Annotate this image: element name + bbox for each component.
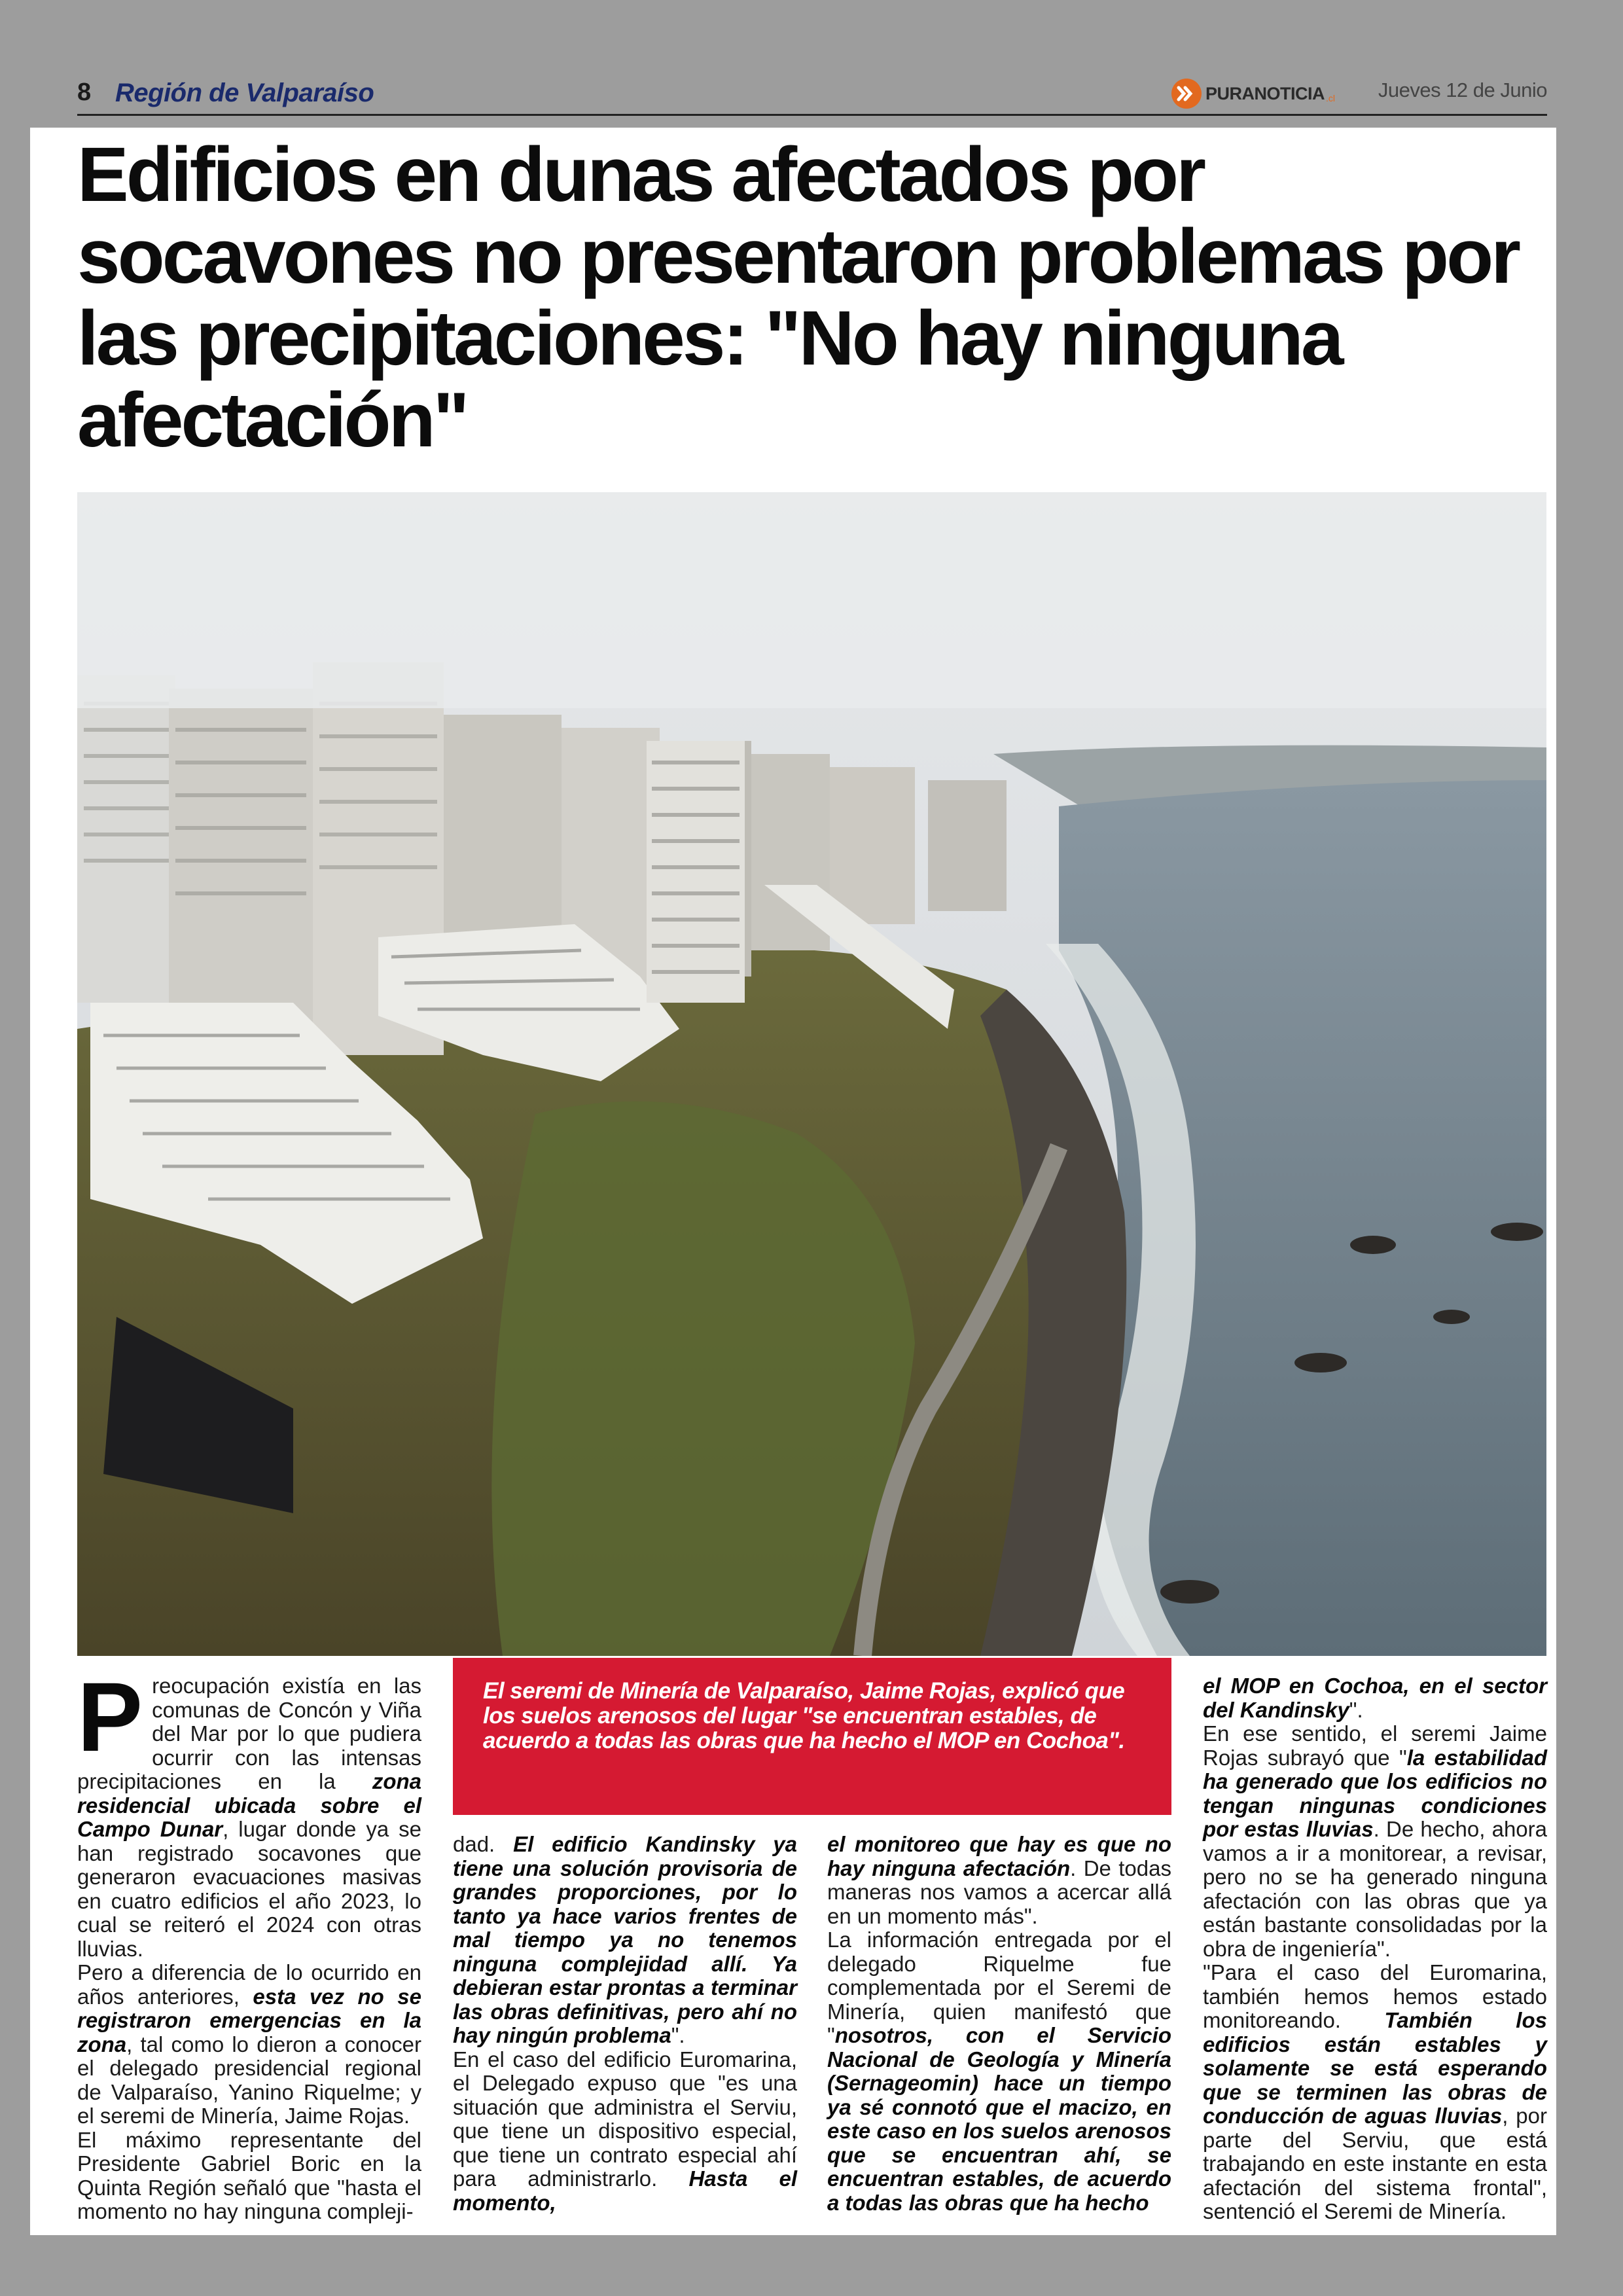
text-run: , por parte del Serviu, que está trabajando en este instante en esta afectación del sistema frontal", sentenció el Seremi de Minería. (1203, 2104, 1547, 2223)
paragraph (1203, 1722, 1547, 1961)
article-column-2 (453, 1833, 797, 2215)
text-run: En el caso del edificio Euromarina, el Delegado expuso que "es una situación que administra el Serviu, que tiene un dispositivo especial, que tiene un contrato especial ahí para administrarlo. (453, 2047, 797, 2191)
section-title: Región de Valparaíso (115, 79, 374, 107)
article-photo (77, 492, 1546, 1656)
text-run-bold: Hasta el momento, (453, 2166, 797, 2215)
article-headline: Edificios en dunas afectados por socavones no presentaron problemas por las precipitaciones: "No hay ninguna afectación" (77, 132, 1519, 463)
paragraph (827, 1928, 1171, 2215)
article-column-1 (77, 1662, 421, 2224)
text-run: . De todas maneras nos vamos a acercar allá en un momento más". (827, 1856, 1171, 1928)
text-run: "Para el caso del Euromarina, también hemos hemos estado monitoreando. (1203, 1960, 1547, 2032)
text-run: ". (1349, 1697, 1363, 1722)
text-run: reocupación existía en las comunas de Concón y Viña del Mar por lo que pudiera ocurrir con las intensas precipitaciones en la (77, 1674, 421, 1793)
text-run-bold: zona residencial ubicada sobre el Campo Dunar (77, 1769, 421, 1841)
text-run-bold: nosotros, con el Servicio Nacional de Geología y Minería (Sernageomin) hace un tiempo ya sé connotó que el macizo, en este caso en los suelos arenosos que se encuentran ahí, se encuentran estables, de acuerdo a todas las obras que ha hecho (827, 2023, 1171, 2215)
text-run: La información entregada por el delegado Riquelme fue complementada por el Seremi de Minería, quien manifestó que " (827, 1928, 1171, 2047)
text-run-bold: la estabilidad ha generado que los edificios no tengan ningunas condiciones por estas lluvias (1203, 1745, 1547, 1841)
text-run-bold: También los edificios están estables y solamente se está esperando que se terminen las obras de conducción de aguas lluvias (1203, 2008, 1547, 2128)
article-column-4 (1203, 1674, 1547, 2224)
text-run: dad. (453, 1832, 514, 1856)
paragraph (453, 2048, 797, 2215)
text-run-bold: el monitoreo que hay es que no hay ninguna afectación (827, 1832, 1171, 1880)
paragraph (77, 1662, 421, 1961)
text-run-bold: esta vez no se registraron emergencias en la zona (77, 1984, 421, 2056)
paragraph (77, 1961, 421, 2128)
logo-suffix: .cl (1326, 93, 1335, 103)
page-number: 8 (77, 79, 92, 106)
text-run: Pero a diferencia de lo ocurrido en años anteriores, (77, 1960, 421, 2009)
text-run: En ese sentido, el seremi Jaime Rojas subrayó que " (1203, 1721, 1547, 1770)
paragraph: El máximo representante del Presidente Gabriel Boric en la Quinta Región señaló que "hasta el momento no hay ninguna compleji- (77, 2127, 421, 2223)
text-run: , lugar donde ya se han registrado socavones que generaron evacuaciones masivas en cuatro edificios el año 2023, lo cual se reiteró el 2024 con otras lluvias. (77, 1817, 421, 1961)
paragraph (453, 1833, 797, 2048)
paragraph (1203, 1674, 1547, 1722)
chevron-logo-icon (1171, 79, 1202, 109)
pull-quote: El seremi de Minería de Valparaíso, Jaime Rojas, explicó que los suelos arenosos del lugar "se encuentran estables, de acuerdo a todas las obras que ha hecho el MOP en Cochoa". (453, 1658, 1171, 1815)
text-run: ". (671, 2023, 685, 2047)
paragraph (827, 1833, 1171, 1928)
puranoticia-logo (1171, 76, 1335, 111)
text-run-bold: El edificio Kandinsky ya tiene una solución provisoria de grandes proporciones, por lo tanto ya hace varios frentes de mal tiempo ya no tenemos ninguna complejidad allí. Ya debieran estar prontas a terminar las obras definitivas, pero ahí no hay ningún problema (453, 1832, 797, 2047)
drop-cap: P (77, 1662, 143, 1772)
paragraph (1203, 1961, 1547, 2224)
text-run-bold: el MOP en Cochoa, en el sector del Kandinsky (1203, 1674, 1547, 1722)
page-header (77, 73, 1547, 117)
text-run: . De hecho, ahora vamos a ir a monitorear, a revisar, pero no se ha generado ninguna afectación con las obras que ya están bastante consolidadas por la obra de ingeniería". (1203, 1817, 1547, 1961)
header-divider (77, 114, 1547, 116)
issue-date: Jueves 12 de Junio (1378, 79, 1547, 101)
text-run: , tal como lo dieron a conocer el delegado presidencial regional de Valparaíso, Yanino Riquelme; y el seremi de Minería, Jaime Rojas. (77, 2032, 421, 2128)
article-column-3 (827, 1833, 1171, 2215)
logo-text: PURANOTICIA (1205, 83, 1325, 103)
